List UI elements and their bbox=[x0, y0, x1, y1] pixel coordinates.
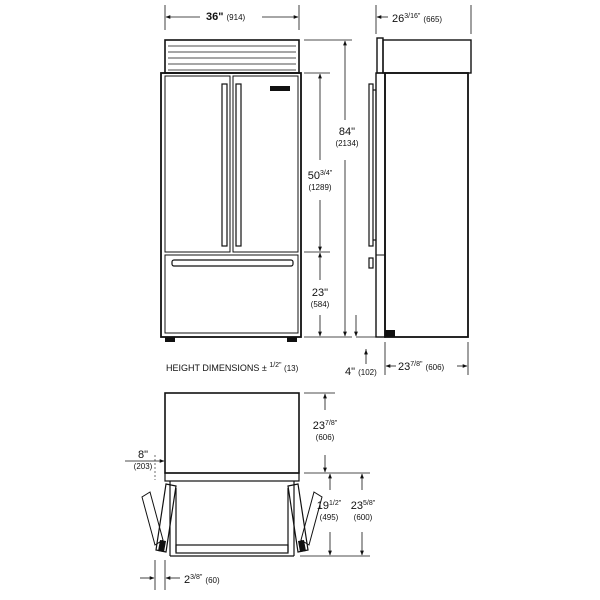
total-height-in: 84" bbox=[338, 126, 356, 138]
total-height-label bbox=[332, 126, 362, 150]
door-swing-label bbox=[128, 449, 158, 473]
door-swing-mm: (203) bbox=[133, 462, 153, 471]
upper-door-in-whole: 50 bbox=[307, 170, 321, 182]
right-open-door bbox=[288, 484, 308, 552]
logo-badge bbox=[270, 86, 290, 91]
toe-kick-mm: (102) bbox=[358, 368, 377, 377]
interior-in-frac: 1/2" bbox=[329, 500, 342, 507]
toe-kick-label bbox=[345, 366, 377, 379]
top-depth-in-whole: 23 bbox=[312, 420, 326, 432]
height-tolerance-note bbox=[166, 360, 298, 375]
open-door-mm: (600) bbox=[353, 513, 373, 522]
freezer-drawer bbox=[165, 255, 298, 333]
height-note-frac: 1/2" bbox=[269, 362, 282, 369]
interior-in-whole: 19 bbox=[316, 500, 330, 512]
drawer-height-label bbox=[305, 287, 335, 311]
drawer-height-mm: (584) bbox=[310, 300, 330, 309]
side-depth-mm: (606) bbox=[425, 363, 445, 372]
top-view-refrigerator bbox=[142, 393, 322, 556]
top-depth-mm: (606) bbox=[315, 433, 335, 442]
overall-depth-in-frac: 3/16" bbox=[404, 13, 421, 20]
overall-depth-mm: (665) bbox=[423, 15, 443, 24]
door-swing-in: 8" bbox=[137, 449, 149, 461]
overall-depth-in-whole: 26 bbox=[392, 13, 405, 25]
side-grille bbox=[383, 40, 471, 73]
front-width-label bbox=[206, 11, 245, 24]
upper-door-height-label bbox=[300, 168, 340, 194]
top-drawer-face bbox=[176, 545, 288, 553]
side-door-handle bbox=[369, 84, 373, 246]
side-cabinet-depth-label bbox=[398, 359, 444, 374]
overall-depth-label bbox=[392, 11, 442, 26]
side-depth-in-frac: 7/8" bbox=[410, 361, 423, 368]
open-door-in-whole: 23 bbox=[350, 500, 364, 512]
left-open-door bbox=[156, 484, 176, 552]
handle-in-frac: 3/8" bbox=[190, 574, 203, 581]
front-view-refrigerator bbox=[161, 40, 301, 342]
open-door-in-frac: 5/8" bbox=[363, 500, 376, 507]
top-cabinet bbox=[165, 393, 299, 473]
top-depth-in-frac: 7/8" bbox=[325, 420, 338, 427]
toe-kick-in: 4" bbox=[345, 366, 356, 378]
total-height-mm: (2134) bbox=[335, 139, 359, 148]
handle-in-whole: 2 bbox=[184, 574, 191, 586]
right-door-handle bbox=[236, 84, 241, 246]
front-width-mm: (914) bbox=[226, 13, 246, 22]
height-note-mm: (13) bbox=[284, 364, 299, 373]
drawer-handle bbox=[172, 260, 293, 266]
handle-mm: (60) bbox=[205, 576, 220, 585]
top-depth-label bbox=[305, 418, 345, 444]
upper-door-mm: (1289) bbox=[308, 183, 332, 192]
side-cabinet bbox=[385, 73, 468, 337]
right-door bbox=[233, 76, 298, 252]
handle-depth-label bbox=[184, 572, 220, 587]
upper-door-in-frac: 3/4" bbox=[320, 170, 333, 177]
side-depth-in-whole: 23 bbox=[398, 361, 411, 373]
open-door-depth-label bbox=[342, 498, 384, 524]
front-body bbox=[161, 73, 301, 337]
left-door bbox=[165, 76, 230, 252]
side-view-refrigerator bbox=[369, 38, 471, 337]
side-door bbox=[376, 73, 385, 337]
drawer-height-in: 23" bbox=[311, 287, 329, 299]
interior-mm: (495) bbox=[319, 513, 339, 522]
front-grille bbox=[165, 40, 299, 73]
front-width-in: 36" bbox=[206, 11, 224, 23]
left-door-handle bbox=[222, 84, 227, 246]
left-door-swing bbox=[142, 492, 163, 545]
height-note-text: HEIGHT DIMENSIONS ± bbox=[166, 363, 267, 373]
